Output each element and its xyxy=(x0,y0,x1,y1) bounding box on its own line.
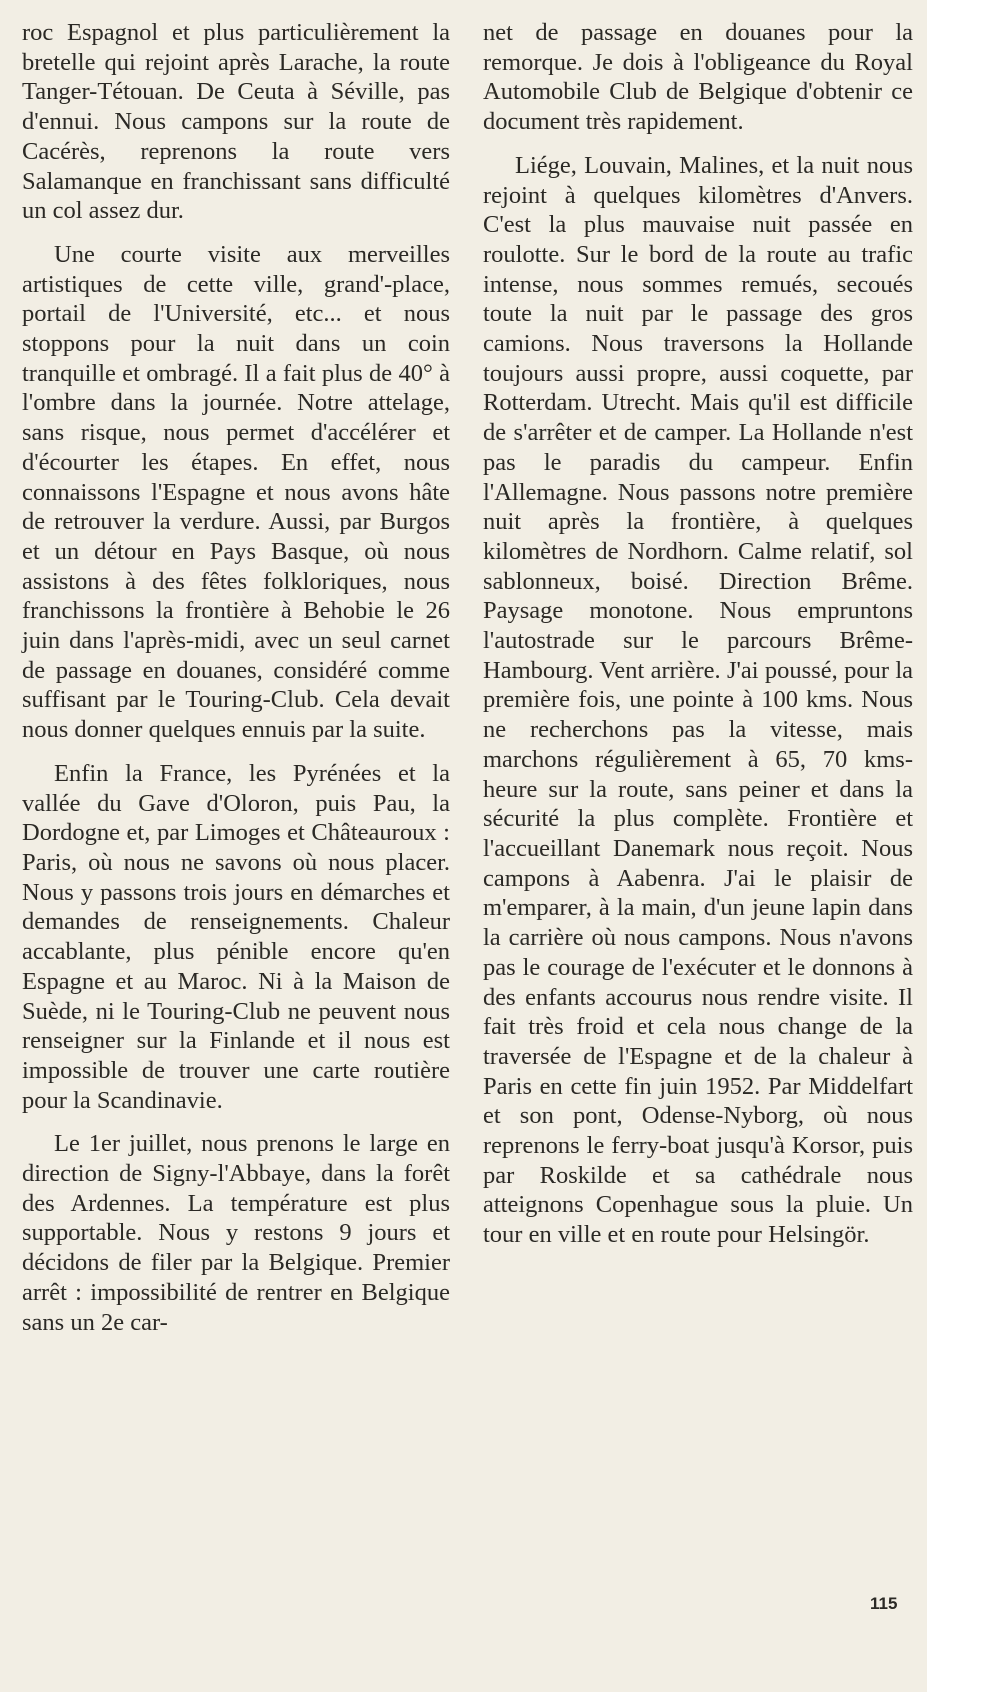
left-column xyxy=(22,18,450,1351)
paragraph-left-2: Une courte visite aux merveilles artistiques de cette ville, grand'-place, portail de l'Université, etc... et nous stoppons pour la nuit dans un coin tranquille et ombragé. Il a fait plus de 40° à l'ombre dans la journée. Notre attelage, sans risque, nous permet d'accélérer et d'écourter les étapes. En effet, nous connaissons l'Espagne et nous avons hâte de retrouver la verdure. Aussi, par Burgos et un détour en Pays Basque, où nous assistons à des fêtes folkloriques, nous franchissons la frontière à Behobie le 26 juin dans l'après-midi, avec un seul carnet de passage en douanes, considéré comme suffisant par le Touring-Club. Cela devait nous donner quelques ennuis par la suite. xyxy=(22,240,450,744)
page-number: 115 xyxy=(870,1594,898,1613)
paragraph-right-1: net de passage en douanes pour la remorque. Je dois à l'obligeance du Royal Automobile Club de Belgique d'obtenir ce document très rapidement. xyxy=(483,19,913,136)
paragraph-left-1: roc Espagnol et plus particulièrement la bretelle qui rejoint après Larache, la route Tanger-Tétouan. De Ceuta à Séville, pas d'ennui. Nous campons sur la route de Cacérès, reprenons la route vers Salamanque en franchissant sans difficulté un col assez dur. xyxy=(22,19,450,225)
paragraph-left-3: Enfin la France, les Pyrénées et la vallée du Gave d'Oloron, puis Pau, la Dordogne et, par Limoges et Châteauroux : Paris, où nous ne savons où nous placer. Nous y passons trois jours en démarches et demandes de renseignements. Chaleur accablante, plus pénible encore qu'en Espagne et au Maroc. Ni à la Maison de Suède, ni le Touring-Club ne peuvent nous renseigner sur la Finlande et il nous est impossible de trouver une carte routière pour la Scandinavie. xyxy=(22,759,450,1114)
paragraph-right-2: Liége, Louvain, Malines, et la nuit nous rejoint à quelques kilomètres d'Anvers. C'est la plus mauvaise nuit passée en roulotte. Sur le bord de la route au trafic intense, nous sommes remués, secoués toute la nuit par le passage des gros camions. Nous traversons la Hollande toujours aussi propre, aussi coquette, par Rotterdam. Utrecht. Mais qu'il est difficile de s'arrêter et de camper. La Hollande n'est pas le paradis du campeur. Enfin l'Allemagne. Nous passons notre première nuit après la frontière, à quelques kilomètres de Nordhorn. Calme relatif, sol sablonneux, boisé. Direction Brême. Paysage monotone. Nous empruntons l'autostrade sur le parcours Brême-Hambourg. Vent arrière. J'ai poussé, pour la première fois, une pointe à 100 kms. Nous ne recherchons pas la vitesse, mais marchons régulièrement à 65, 70 kms-heure sur la route, sans peiner et dans la sécurité la plus complète. Frontière et l'accueillant Danemark nous reçoit. Nous campons à Aabenra. J'ai le plaisir de m'emparer, à la main, d'un jeune lapin dans la carrière où nous campons. Nous n'avons pas le courage de l'exécuter et le donnons à des enfants accourus nous rendre visite. Il fait très froid et cela nous change de la traversée de l'Espagne et de la chaleur à Paris en cette fin juin 1952. Par Middelfart et son pont, Odense-Nyborg, où nous reprenons le ferry-boat jusqu'à Korsor, puis par Roskilde et sa cathédrale nous atteignons Copenhague sous la pluie. Un tour en ville et en route pour Helsingör. xyxy=(483,151,913,1249)
paragraph-left-4: Le 1er juillet, nous prenons le large en direction de Signy-l'Abbaye, dans la forêt des Ardennes. La température est plus supportable. Nous y restons 9 jours et décidons de filer par la Belgique. Premier arrêt : impossibilité de rentrer en Belgique sans un 2e car- xyxy=(22,1130,450,1336)
right-column xyxy=(483,18,913,1264)
